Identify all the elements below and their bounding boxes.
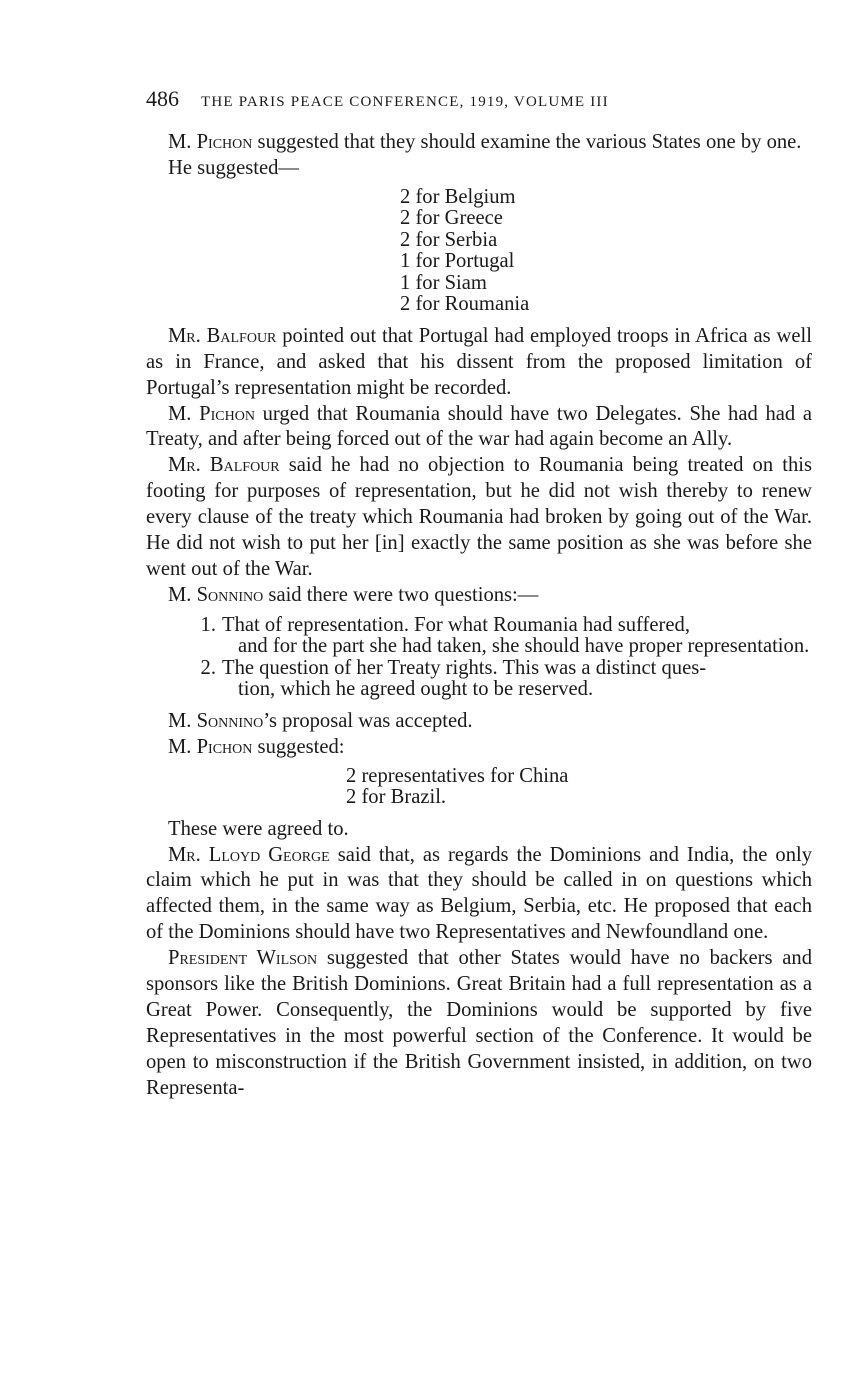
speaker-name: President Wilson <box>168 947 318 970</box>
list-item: 1 for Siam <box>400 271 487 294</box>
paragraph: Mr. Lloyd George said that, as regards the Dominions and India, the only claim which he put in was that they should be called in on questions which affected them, in the same way as Belgium, Serbia, etc. He proposed that each of the Dominions should have two Representatives and Newfoundland one. <box>146 843 813 944</box>
speaker-name: Mr. Lloyd George <box>168 843 330 866</box>
running-title: THE PARIS PEACE CONFERENCE, 1919, VOLUME III <box>201 94 609 110</box>
paragraph: M. Sonnino’s proposal was accepted. <box>168 709 473 732</box>
speaker-name: M. Sonnino <box>168 709 264 732</box>
speaker-name: M. Pichon <box>168 131 253 153</box>
paragraph: He suggested— <box>168 156 299 179</box>
speaker-name: Mr. Balfour <box>168 454 280 477</box>
questions-list <box>146 615 812 701</box>
paragraph: Mr. Balfour said he had no objection to Roumania being treated on this footing for purposes of representation, but he did not wish thereby to renew every clause of the treaty which Roumania had broken by going out of the War. He did not wish to put her [in] exactly the same position as she was before she went out of the War. <box>146 454 812 580</box>
speaker-name: M. Pichon <box>168 402 255 425</box>
page-number: 486 <box>146 86 179 111</box>
paragraph: M. Sonnino said there were two questions:— <box>168 583 539 606</box>
list-item: 2 for Greece <box>400 207 503 230</box>
list-item: 2 for Belgium <box>400 185 516 208</box>
list-item: 2 representatives for China <box>346 764 569 787</box>
list-item: 2 for Serbia <box>400 228 498 251</box>
paragraph: These were agreed to. <box>168 817 349 840</box>
running-head <box>146 86 812 114</box>
list-number: 2. <box>200 656 216 679</box>
allocation-list <box>400 187 812 316</box>
body-text <box>146 130 812 1102</box>
document-page <box>146 86 812 1102</box>
list-item: 1. That of representation. For what Roumania had suffered, and for the part she had taken, she should have proper representation. <box>146 615 812 658</box>
speaker-name: Mr. Balfour <box>168 324 277 347</box>
list-number: 1. <box>200 613 216 636</box>
paragraph: M. Pichon urged that Roumania should have two Delegates. She had had a Treaty, and after being forced out of the war had again become an Ally. <box>146 402 812 451</box>
paragraph: Mr. Balfour pointed out that Portugal had employed troops in Africa as well as in France, and asked that his dissent from the proposed limitation of Portugal’s representation might be recorded. <box>146 324 812 399</box>
list-item: 2 for Brazil. <box>346 786 447 809</box>
paragraph: M. Pichon suggested: <box>168 735 345 758</box>
list-item: 1 for Portugal <box>400 250 515 273</box>
speaker-name: M. Pichon <box>168 735 253 758</box>
paragraph: President Wilson suggested that other States would have no backers and sponsors like the British Dominions. Great Britain had a full representation as a Great Power. Consequently, the Dominions would be supported by five Representatives in the most powerful section of the Conference. It would be open to misconstruction if the British Government insisted, in addition, on two Representa- <box>146 947 813 1099</box>
speaker-name: M. Sonnino <box>168 583 264 606</box>
delegates-list <box>346 766 812 809</box>
list-item: 2. The question of her Treaty rights. This was a distinct ques- tion, which he agreed ought to be reserved. <box>146 658 812 701</box>
paragraph: M. Pichon suggested that they should examine the various States one by one. <box>168 131 802 153</box>
list-item: 2 for Roumania <box>400 293 530 316</box>
